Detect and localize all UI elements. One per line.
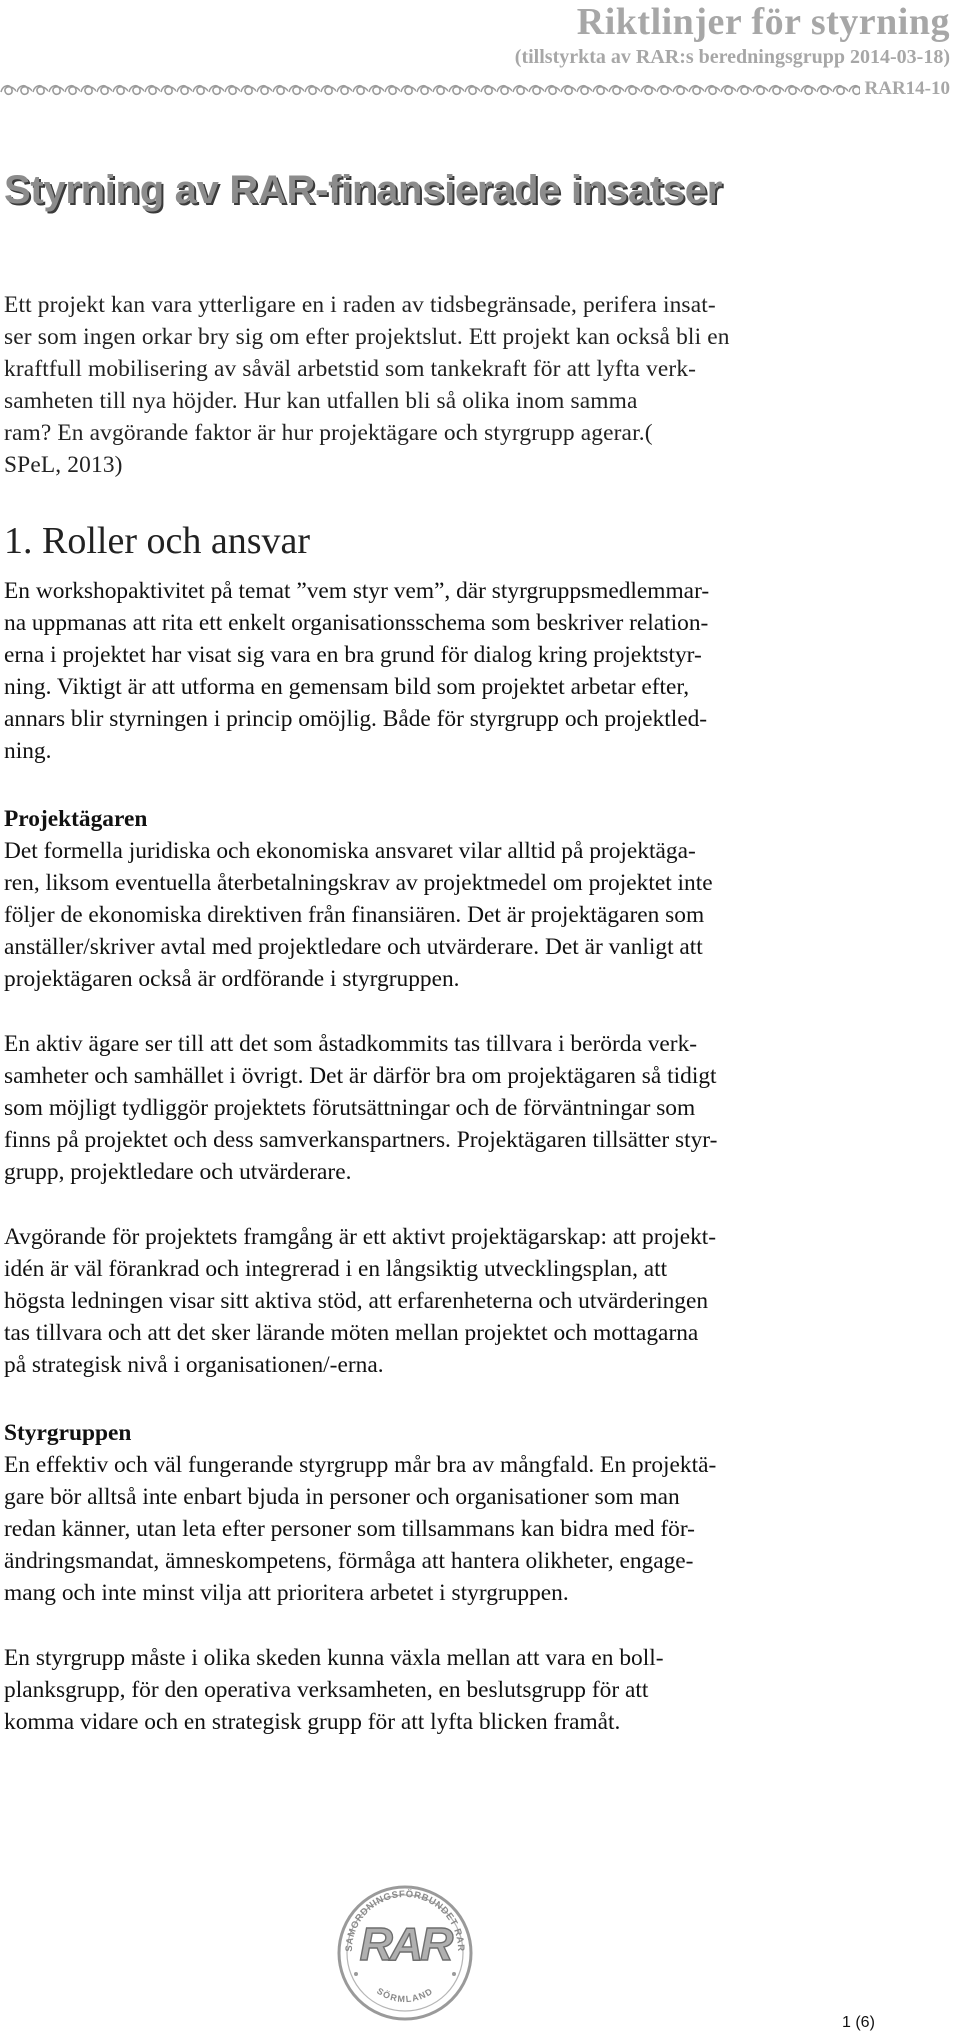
text-line: En workshopaktivitet på temat ”vem styr vem”, där styrgruppsmedlemmar- [4, 578, 710, 604]
text-line: finns på projektet och dess samverkanspartners. Projektägaren tillsätter styr- [4, 1127, 718, 1153]
text-line: anställer/skriver avtal med projektledare och utvärderare. Det är vanligt att [4, 934, 703, 960]
decorative-header-rule [0, 80, 860, 102]
text-line: En aktiv ägare ser till att det som åstadkommits tas tillvara i berörda verk- [4, 1031, 698, 1057]
page-header [0, 0, 960, 108]
page-number: 1 (6) [842, 2014, 875, 2031]
svg-text:SAMORDNINGSFÖRBUNDET RAR: SAMORDNINGSFÖRBUNDET RAR [343, 1888, 467, 1952]
text-line: komma vidare och en strategisk grupp för att lyfta blicken framåt. [4, 1709, 621, 1735]
text-line: som möjligt tydliggör projektets förutsättningar och de förväntningar som [4, 1095, 696, 1121]
text-line: ser som ingen orkar bry sig om efter projektslut. Ett projekt kan också bli en [4, 324, 730, 350]
projektagaren-paragraph-3 [4, 1221, 948, 1381]
projektagaren-paragraph-1 [4, 835, 948, 995]
rar-seal-icon [330, 1878, 480, 2028]
subheading-projektagaren: Projektägaren [4, 806, 148, 832]
text-line: Ett projekt kan vara ytterligare en i raden av tidsbegränsade, perifera insat- [4, 292, 716, 318]
document-body [4, 289, 948, 1738]
text-line: En effektiv och väl fungerande styrgrupp mår bra av mångfald. En projektä- [4, 1452, 717, 1478]
styrgruppen-paragraph-2 [4, 1642, 948, 1738]
text-line: högsta ledningen visar sitt aktiva stöd, att erfarenheterna och utvärderingen [4, 1288, 709, 1314]
text-line: tas tillvara och att det sker lärande möten mellan projektet och mottagarna [4, 1320, 699, 1346]
text-line: följer de ekonomiska direktiven från finansiären. Det är projektägaren som [4, 902, 705, 928]
text-line: redan känner, utan leta efter personer som tillsammans kan bidra med för- [4, 1516, 695, 1542]
text-line: mang och inte minst vilja att prioritera arbetet i styrgruppen. [4, 1580, 569, 1606]
text-line: idén är väl förankrad och integrerad i en långsiktig utvecklingsplan, att [4, 1256, 668, 1282]
text-line: ning. [4, 738, 52, 764]
text-line: na uppmanas att rita ett enkelt organisationsschema som beskriver relation- [4, 610, 709, 636]
text-line: ning. Viktigt är att utforma en gemensam bild som projektet arbetar efter, [4, 674, 690, 700]
document-id: RAR14-10 [864, 78, 950, 99]
subheading-styrgruppen: Styrgruppen [4, 1420, 132, 1446]
roller-paragraph [4, 575, 948, 767]
svg-text:RAR: RAR [359, 1918, 451, 1970]
text-line: grupp, projektledare och utvärderare. [4, 1159, 352, 1185]
loop-border-icon [0, 80, 860, 102]
text-line: kraftfull mobilisering av såväl arbetstid som tankekraft för att lyfta verk- [4, 356, 697, 382]
text-line: Avgörande för projektets framgång är ett aktivt projektägarskap: att projekt- [4, 1224, 717, 1250]
text-line: gare bör alltså inte enbart bjuda in personer och organisationer som man [4, 1484, 680, 1510]
rar-sormland-logo [330, 1878, 480, 2028]
projektagaren-paragraph-2 [4, 1028, 948, 1188]
text-line: annars blir styrningen i princip omöjlig. Både för styrgrupp och projektled- [4, 706, 708, 732]
text-line: erna i projektet har visat sig vara en bra grund för dialog kring projektstyr- [4, 642, 702, 668]
text-line: samheter och samhället i övrigt. Det är därför bra om projektägaren så tidigt [4, 1063, 717, 1089]
text-line: på strategisk nivå i organisationen/-erna. [4, 1352, 384, 1378]
text-line: SPeL, 2013) [4, 452, 123, 478]
text-line: ändringsmandat, ämneskompetens, förmåga att hantera olikheter, engage- [4, 1548, 694, 1574]
text-line: projektägaren också är ordförande i styrgruppen. [4, 966, 460, 992]
text-line: Det formella juridiska och ekonomiska ansvaret vilar alltid på projektäga- [4, 838, 696, 864]
svg-text:SÖRMLAND: SÖRMLAND [374, 1985, 436, 2005]
styrgruppen-paragraph-1 [4, 1449, 948, 1609]
intro-paragraph [4, 289, 948, 481]
document-title: Styrning av RAR-finansierade insatser [4, 168, 723, 212]
section-heading-roller: 1. Roller och ansvar [4, 520, 311, 562]
text-line: ram? En avgörande faktor är hur projektägare och styrgrupp agerar.( [4, 420, 653, 446]
header-subtitle: (tillstyrkta av RAR:s beredningsgrupp 2014-03-18) [514, 46, 950, 68]
text-line: ren, liksom eventuella återbetalningskrav av projektmedel om projektet inte [4, 870, 713, 896]
text-line: planksgrupp, för den operativa verksamheten, en beslutsgrupp för att [4, 1677, 649, 1703]
text-line: En styrgrupp måste i olika skeden kunna växla mellan att vara en boll- [4, 1645, 664, 1671]
header-title: Riktlinjer för styrning [576, 1, 950, 43]
text-line: samheten till nya höjder. Hur kan utfallen bli så olika inom samma [4, 388, 638, 414]
